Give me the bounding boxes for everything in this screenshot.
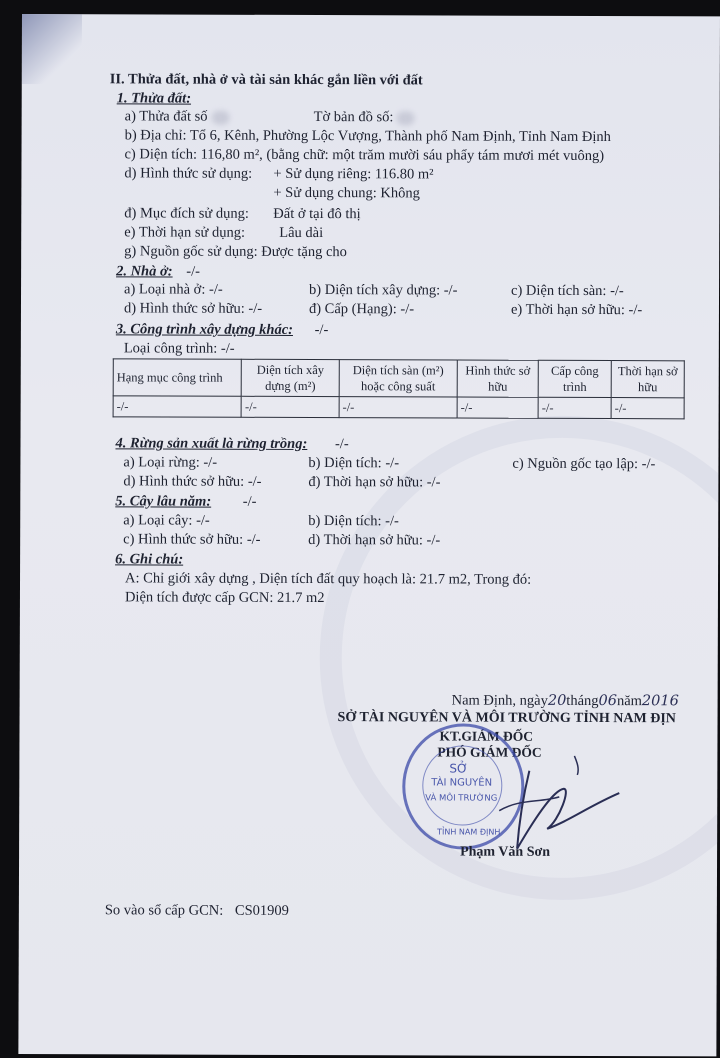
registry-number: CS01909 [234,902,289,919]
registry-label: So vào sổ cấp GCN: [104,902,224,919]
construction-table [113,358,685,419]
forest-heading-row [115,434,348,453]
table-header-cell: Thời hạn sở hữu [611,361,684,398]
signer-title-2: PHÓ GIÁM ĐỐC [437,744,542,760]
house-floor-area: c) Diện tích sàn: -/- [511,282,624,300]
date-year-label: năm [616,693,642,710]
table-header-cell: Hình thức sở hữu [457,360,538,397]
construction-type: Loại công trình: -/- [123,340,235,357]
term-label: e) Thời hạn sử dụng: [124,224,246,241]
perennial-ownership: c) Hình thức sở hữu: -/- [123,531,261,548]
redacted-parcel-number [211,110,229,124]
construction-heading: 3. Công trình xây dựng khác: [115,321,294,338]
forest-origin: c) Nguồn gốc tạo lập: -/- [512,455,656,473]
table-header-cell: Hạng mục công trình [113,359,241,396]
signer-title-1: KT.GIÁM ĐỐC [439,728,534,744]
signer-name: Phạm Văn Sơn [460,844,551,860]
notes-line-1: A: Chỉ giới xây dựng , Diện tích đất quy hoạch là: 21.7 m2, Trong đó: [125,570,532,588]
land-area: c) Diện tích: 116,80 m², (bằng chữ: một trăm mười sáu phẩy tám mươi mét vuông) [124,146,605,165]
perennial-type: a) Loại cây: -/- [123,512,210,529]
seal-line-1: SỞ [449,761,468,776]
purpose-value: Đất ở tại đô thị [273,205,361,223]
map-sheet-text: Tờ bản đồ số: [313,109,394,126]
map-sheet-label [314,108,415,126]
table-cell: -/- [339,397,457,418]
construction-heading-row [116,320,328,339]
seal-line-3: VÀ MÔI TRƯỜNG [425,793,498,804]
house-heading: 2. Nhà ở: [116,263,173,280]
parcel-number-text: a) Thửa đất số [124,108,208,125]
table-header-cell: Diện tích sàn (m²) hoặc công suất [339,360,457,397]
parcel-number-label [125,107,230,125]
date-line [452,692,679,711]
house-heading-value: -/- [186,263,200,280]
perennial-heading-row [115,492,256,510]
forest-type: a) Loại rừng: -/- [123,454,218,471]
forest-ownership: d) Hình thức sở hữu: -/- [123,473,262,490]
perennial-area: b) Diện tích: -/- [308,513,399,530]
construction-heading-value: -/- [314,322,329,339]
house-build-area: b) Diện tích xây dựng: -/- [309,282,458,299]
date-prefix: Nam Định, ngày [451,692,548,709]
usage-form-label: d) Hình thức sử dụng: [124,165,253,182]
house-term: e) Thời hạn sở hữu: -/- [510,301,643,319]
registry-line [105,901,289,920]
notes-line-2: Diện tích được cấp GCN: 21.7 m2 [124,589,325,607]
date-month: 06 [598,693,618,710]
usage-private: + Sử dụng riêng: 116.80 m² [273,165,434,183]
house-ownership: d) Hình thức sở hữu: -/- [123,300,263,317]
perennial-term: d) Thời hạn sở hữu: -/- [308,532,441,549]
term-value: Lâu dài [279,224,324,242]
certificate-page [18,14,720,1056]
house-heading-row [116,262,200,280]
forest-term: đ) Thời hạn sở hữu: -/- [308,474,441,491]
table-cell: -/- [113,396,241,417]
table-cell: -/- [457,397,538,418]
forest-heading-value: -/- [334,436,349,453]
house-type: a) Loại nhà ở: -/- [124,281,223,298]
issuing-agency: SỞ TÀI NGUYÊN VÀ MÔI TRƯỜNG TỈNH NAM ĐỊN [337,710,676,727]
table-cell: -/- [538,397,611,418]
date-month-label: tháng [566,692,599,710]
table-cell: -/- [611,398,684,419]
table-header-row [113,359,684,398]
perennial-heading: 5. Cây lâu năm: [115,493,212,510]
date-year: 2016 [641,693,679,710]
redacted-map-sheet [397,111,415,125]
table-row [113,396,684,419]
date-day: 20 [547,692,567,709]
forest-heading: 4. Rừng sản xuất là rừng trồng: [115,435,308,452]
forest-area: b) Diện tích: -/- [308,455,400,472]
purpose-label: đ) Mục đích sử dụng: [124,205,249,222]
table-header-cell: Cấp công trình [538,360,611,397]
perennial-heading-value: -/- [242,493,257,510]
origin: g) Nguồn gốc sử dụng: Được tặng cho [124,243,347,261]
seal-line-2: TÀI NGUYÊN [431,777,493,789]
table-cell: -/- [241,396,339,417]
usage-shared: + Sử dụng chung: Không [273,184,420,202]
land-heading: 1. Thửa đất: [116,90,192,107]
seal-ring-text: TỈNH NAM ĐỊNH [437,827,501,837]
house-grade: đ) Cấp (Hạng): -/- [308,301,415,318]
section-heading: II. Thửa đất, nhà ở và tài sản khác gắn liền với đất [109,71,423,89]
notes-heading: 6. Ghi chú: [115,551,184,568]
land-address: b) Địa chỉ: Tổ 6, Kênh, Phường Lộc Vượng, Thành phố Nam Định, Tỉnh Nam Định [124,127,611,146]
page-fold-shadow [22,14,82,84]
table-header-cell: Diện tích xây dựng (m²) [242,359,340,396]
